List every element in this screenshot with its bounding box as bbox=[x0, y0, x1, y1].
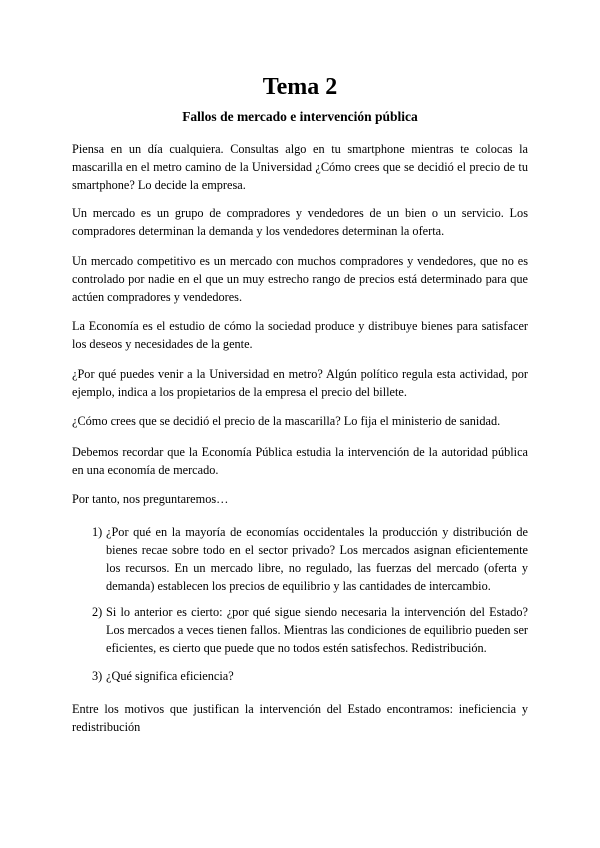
list-item-2 bbox=[92, 603, 528, 657]
paragraph-mercado: Un mercado es un grupo de compradores y vendedores de un bien o un servicio. Los compradores determinan la demanda y los vendedores determinan la oferta. bbox=[72, 206, 528, 238]
document-title: Tema 2 bbox=[262, 74, 338, 100]
paragraph-preguntas: Por tanto, nos preguntaremos… bbox=[72, 492, 229, 506]
list-number: 2) bbox=[92, 605, 103, 619]
paragraph-metro: ¿Por qué puedes venir a la Universidad en metro? Algún político regula esta actividad, por ejemplo, indica a los propietarios de la empresa el precio del billete. bbox=[72, 367, 528, 399]
list-item-1 bbox=[92, 523, 528, 595]
list-text: ¿Qué significa eficiencia? bbox=[106, 669, 234, 683]
list-text: ¿Por qué en la mayoría de economías occidentales la producción y distribución de bienes recae sobre todo en el sector privado? Los mercados asignan eficientemente los recursos. En un mercado libre, no regulado, las fuerzas del mercado (oferta y demanda) establecen los precios de equilibrio y las cantidades de intercambio. bbox=[106, 525, 528, 593]
list-text: Si lo anterior es cierto: ¿por qué sigue siendo necesaria la intervención del Estado? Los mercados a veces tienen fallos. Mientras las condiciones de equilibrio pueden ser eficientes, es cierto que puede que no todos estén satisfechos. Redistribución. bbox=[106, 605, 528, 655]
list-number: 3) bbox=[92, 669, 103, 683]
list-number: 1) bbox=[92, 525, 103, 539]
paragraph-economia: La Economía es el estudio de cómo la sociedad produce y distribuye bienes para satisfacer los deseos y necesidades de la gente. bbox=[72, 319, 528, 351]
paragraph-mercado-competitivo: Un mercado competitivo es un mercado con muchos compradores y vendedores, que no es controlado por nadie en el que un muy estrecho rango de precios está determinado para que actúen compradores y vendedores. bbox=[72, 254, 528, 304]
paragraph-intro: Piensa en un día cualquiera. Consultas algo en tu smartphone mientras te colocas la mascarilla en el metro camino de la Universidad ¿Cómo crees que se decidió el precio de tu smartphone? Lo decide la empresa. bbox=[72, 142, 528, 192]
document-subtitle: Fallos de mercado e intervención pública bbox=[182, 109, 418, 124]
paragraph-mascarilla: ¿Cómo crees que se decidió el precio de la mascarilla? Lo fija el ministerio de sanidad. bbox=[72, 414, 501, 428]
list-item-3 bbox=[92, 667, 528, 685]
paragraph-economia-publica: Debemos recordar que la Economía Pública estudia la intervención de la autoridad pública en una economía de mercado. bbox=[72, 445, 528, 477]
paragraph-closing: Entre los motivos que justifican la intervención del Estado encontramos: ineficiencia y redistribución bbox=[72, 702, 528, 734]
